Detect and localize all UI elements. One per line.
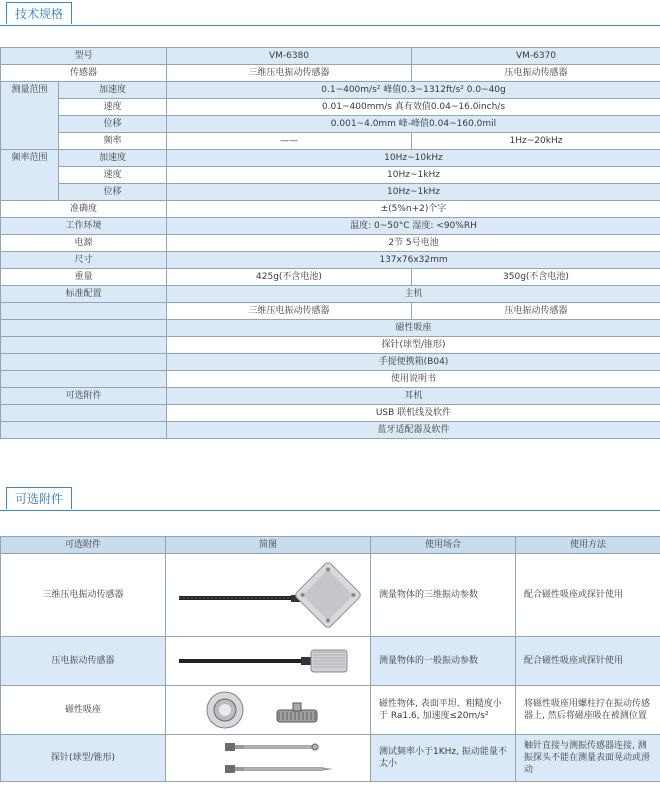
standard-label: 标准配置 xyxy=(1,286,167,303)
table-row xyxy=(1,371,660,388)
col-header-usage: 使用场合 xyxy=(371,537,516,554)
accessory-usage: 测量物体的三维振动参数 xyxy=(371,554,516,637)
accuracy-value: ±(5%n+2)个字 xyxy=(167,201,660,218)
standard-label-filler xyxy=(1,354,167,371)
piezo-sensor-image xyxy=(166,637,371,686)
col-header-accessory: 可选附件 xyxy=(1,537,166,554)
table-row xyxy=(1,337,660,354)
measure-acc-value: 0.1~400m/s² 峰值0.3~1312ft/s² 0.0~40g xyxy=(167,82,660,99)
freq-disp-label: 位移 xyxy=(59,184,167,201)
measure-vel-label: 速度 xyxy=(59,99,167,116)
table-row xyxy=(1,269,660,286)
measure-freq-a: —— xyxy=(167,133,412,150)
standard-sensor-b: 压电振动传感器 xyxy=(412,303,660,320)
col-header-method: 使用方法 xyxy=(516,537,660,554)
table-row xyxy=(1,735,660,782)
accessory-usage: 测试频率小于1KHz, 振动能量不太小 xyxy=(371,735,516,782)
accessory-method: 触针直接与测振传感器连接, 测振探头不能在测量表面晃动或滑动 xyxy=(516,735,660,782)
freq-acc-label: 加速度 xyxy=(59,150,167,167)
spec-section-title: 技术规格 xyxy=(6,2,72,24)
probe-image xyxy=(166,735,371,782)
table-row xyxy=(1,218,660,235)
accessory-usage: 测量物体的一般振动参数 xyxy=(371,637,516,686)
environment-label: 工作环境 xyxy=(1,218,167,235)
table-row xyxy=(1,184,660,201)
magnetic-base-image xyxy=(166,686,371,735)
model-a: VM-6380 xyxy=(167,48,412,65)
measure-acc-label: 加速度 xyxy=(59,82,167,99)
table-row xyxy=(1,48,660,65)
measure-freq-b: 1Hz~20kHz xyxy=(412,133,660,150)
table-row xyxy=(1,150,660,167)
freq-vel-label: 速度 xyxy=(59,167,167,184)
standard-item: 使用说明书 xyxy=(167,371,660,388)
size-value: 137x76x32mm xyxy=(167,252,660,269)
table-row xyxy=(1,99,660,116)
triaxial-sensor-image xyxy=(166,554,371,637)
table-row xyxy=(1,116,660,133)
standard-item: 探针(球型/锥形) xyxy=(167,337,660,354)
table-row xyxy=(1,303,660,320)
table-header-row xyxy=(1,537,660,554)
spec-table xyxy=(0,47,660,439)
accessory-method: 配合磁性吸座或探针使用 xyxy=(516,637,660,686)
accessory-name: 探针(球型/锥形) xyxy=(1,735,166,782)
optional-item: 耳机 xyxy=(167,388,660,405)
table-row xyxy=(1,422,660,439)
table-row xyxy=(1,388,660,405)
power-value: 2节 5号电池 xyxy=(167,235,660,252)
standard-label-filler xyxy=(1,337,167,354)
table-row xyxy=(1,201,660,218)
power-label: 电源 xyxy=(1,235,167,252)
accessory-section-header xyxy=(0,486,660,511)
col-header-diagram: 简图 xyxy=(166,537,371,554)
measure-freq-label: 频率 xyxy=(59,133,167,150)
optional-item: USB 联机线及软件 xyxy=(167,405,660,422)
optional-label-filler xyxy=(1,422,167,439)
freq-vel-value: 10Hz~1kHz xyxy=(167,167,660,184)
measure-disp-label: 位移 xyxy=(59,116,167,133)
table-row xyxy=(1,554,660,637)
standard-item: 手提便携箱(B04) xyxy=(167,354,660,371)
table-row xyxy=(1,235,660,252)
standard-label-filler xyxy=(1,371,167,388)
weight-b: 350g(不含电池) xyxy=(412,269,660,286)
table-row xyxy=(1,65,660,82)
accessory-method: 配合磁性吸座或探针使用 xyxy=(516,554,660,637)
model-b: VM-6370 xyxy=(412,48,660,65)
table-row xyxy=(1,167,660,184)
measure-range-label: 测量范围 xyxy=(1,82,59,150)
table-row xyxy=(1,354,660,371)
accessory-name: 压电振动传感器 xyxy=(1,637,166,686)
standard-label-filler xyxy=(1,303,167,320)
weight-label: 重量 xyxy=(1,269,167,286)
standard-item: 磁性吸座 xyxy=(167,320,660,337)
table-row xyxy=(1,637,660,686)
table-row xyxy=(1,286,660,303)
sensor-label: 传感器 xyxy=(1,65,167,82)
standard-label-filler xyxy=(1,320,167,337)
accessory-name: 三维压电振动传感器 xyxy=(1,554,166,637)
accessory-table xyxy=(0,536,660,782)
freq-acc-value: 10Hz~10kHz xyxy=(167,150,660,167)
measure-disp-value: 0.001~4.0mm 峰-峰值0.04~160.0mil xyxy=(167,116,660,133)
table-row xyxy=(1,320,660,337)
standard-sensor-a: 三维压电振动传感器 xyxy=(167,303,412,320)
accuracy-label: 准确度 xyxy=(1,201,167,218)
table-row xyxy=(1,252,660,269)
sensor-a: 三维压电振动传感器 xyxy=(167,65,412,82)
accessory-usage: 磁性物体, 表面平坦、粗糙度小于 Ra1.6, 加速度≤20m/s² xyxy=(371,686,516,735)
accessory-method: 将磁性吸座用螺柱拧在振动传感器上, 然后将磁座吸在被测位置 xyxy=(516,686,660,735)
sensor-b: 压电振动传感器 xyxy=(412,65,660,82)
model-label: 型号 xyxy=(1,48,167,65)
optional-label: 可选附件 xyxy=(1,388,167,405)
spec-section-header xyxy=(0,1,660,26)
freq-disp-value: 10Hz~1kHz xyxy=(167,184,660,201)
environment-value: 温度: 0~50°C 湿度: <90%RH xyxy=(167,218,660,235)
size-label: 尺寸 xyxy=(1,252,167,269)
optional-item: 蓝牙适配器及软件 xyxy=(167,422,660,439)
table-row xyxy=(1,82,660,99)
freq-range-label: 频率范围 xyxy=(1,150,59,201)
table-row xyxy=(1,133,660,150)
accessory-name: 磁性吸座 xyxy=(1,686,166,735)
accessory-section-title: 可选附件 xyxy=(6,487,72,509)
optional-label-filler xyxy=(1,405,167,422)
table-row xyxy=(1,405,660,422)
table-row xyxy=(1,686,660,735)
measure-vel-value: 0.01~400mm/s 真有效值0.04~16.0inch/s xyxy=(167,99,660,116)
standard-host: 主机 xyxy=(167,286,660,303)
weight-a: 425g(不含电池) xyxy=(167,269,412,286)
